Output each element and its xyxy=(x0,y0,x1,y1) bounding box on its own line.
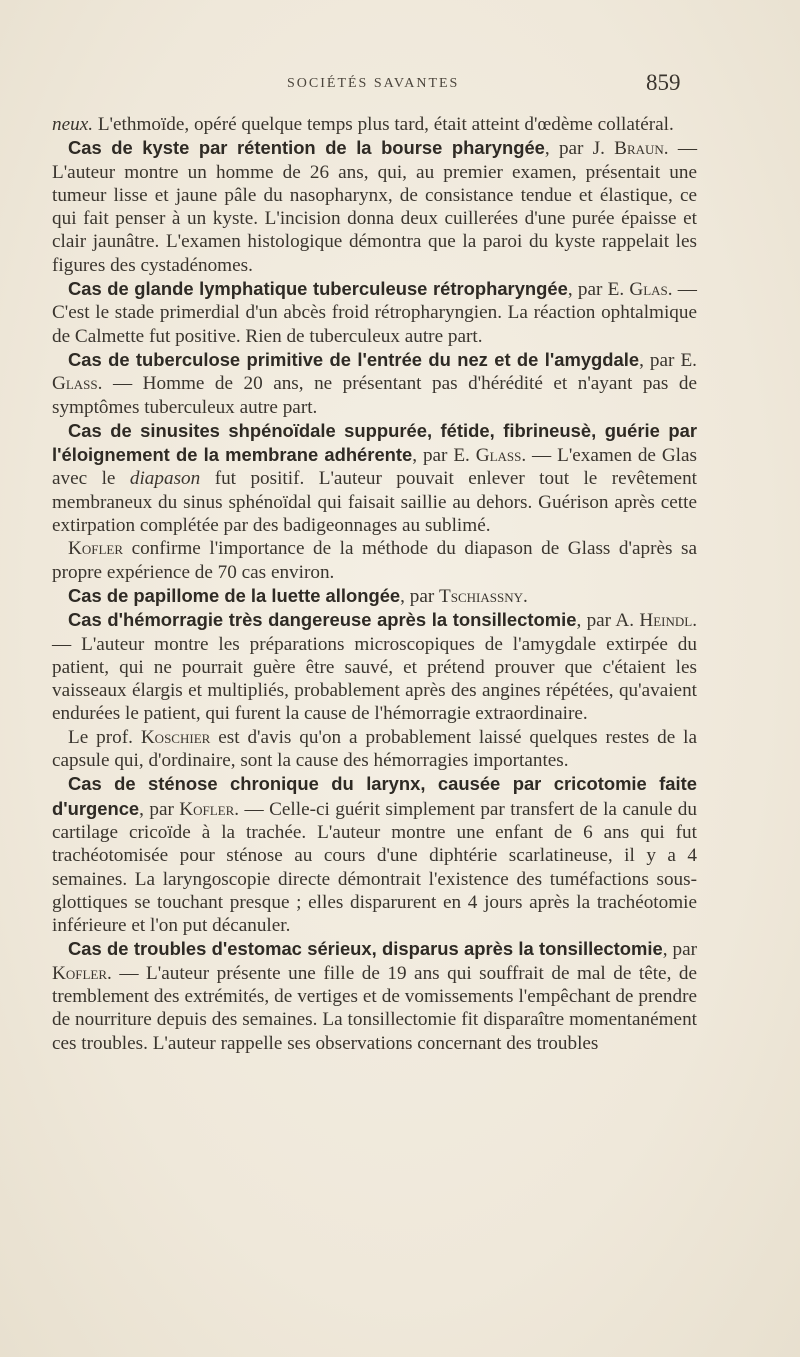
paragraph-text: . — C'est le stade primerdial d'un abcès froid rétropharyngien. La réaction ophtalmique de Calmette fut positive. Rien de tuberculeux autre part. xyxy=(52,279,697,347)
running-title: SOCIÉTÉS SAVANTES xyxy=(287,76,460,91)
paragraph-text: . — L'examen de Glas avec le xyxy=(52,445,697,490)
paragraph-sinusites xyxy=(52,419,697,537)
paragraph-tuberculose xyxy=(52,348,697,419)
byline: , par xyxy=(662,939,697,961)
paragraph-text: . — Celle-ci guérit simplement par transfert de la canule du cartilage cricoïde à la trachée. L'auteur montre une enfant de 6 ans qui fut trachéotomisée pour sténose au cours d'une diphtérie scarlatineuse, il y a 4 semaines. La laryngoscopie directe démontrait l'existence des tuméfactions sous-glottiques se touchant presque ; elles disparurent en 4 jours après la trachéotomie inférieure et l'on put décanuler. xyxy=(52,798,697,937)
case-title: Cas de kyste par rétention de la bourse pharyngée xyxy=(68,137,545,159)
author-name: Glas xyxy=(629,279,668,301)
byline: , par E. xyxy=(567,279,630,301)
paragraph-text: est d'avis qu'on a probablement laissé quelques restes de la capsule qui, d'ordinaire, sont la cause des hémorragies importantes. xyxy=(52,726,697,772)
paragraph-glande xyxy=(52,277,697,348)
paragraph-papillome xyxy=(52,584,697,608)
case-title: Cas de papillome de la luette allongée xyxy=(68,584,401,606)
case-title: Cas de glande lymphatique tuberculeuse rétropharyngée xyxy=(68,278,568,300)
case-title: Cas de tuberculose primitive de l'entrée du nez et de l'amygdale xyxy=(68,348,640,370)
paragraph-koschier-comment xyxy=(52,726,697,773)
author-name: Kofler xyxy=(179,798,235,820)
paragraph-text: . — L'auteur montre un homme de 26 ans, qui, au premier examen, présentait une tumeur lisse et jaune pâle du nasopharynx, de consistance tendue et élastique, ce qui fait penser à un kyste. L'incision donna deux cuillerées d'une purée épaisse et clair jaunâtre. L'examen histologique démontra que la paroi du kyste rappelait les figures des cystadénomes. xyxy=(52,138,698,276)
paragraph-text: Le prof. xyxy=(68,726,141,748)
byline: , par xyxy=(400,585,440,607)
byline: , par xyxy=(139,798,180,820)
paragraph-kyste xyxy=(52,136,697,277)
italic-term: diapason xyxy=(129,468,201,490)
paragraph-text: . — L'auteur présente une fille de 19 ans qui souffrait de mal de tête, de tremblement des extrémités, de vertiges et de vomissements l'empêchant de prendre de nourriture depuis des semaines. La tonsillectomie fit disparaître momentanément ces troubles. L'auteur rappelle ses observations concernant des troubles xyxy=(52,962,697,1054)
paragraph-text: L'ethmoïde, opéré quelque temps plus tard, était atteint d'œdème collatéral. xyxy=(93,114,674,135)
author-name: Braun xyxy=(614,138,664,160)
author-name: Glass xyxy=(52,373,98,395)
author-name: Heindl xyxy=(639,610,693,632)
italic-fragment: neux. xyxy=(52,114,94,135)
paragraph-text: . — Homme de 20 ans, ne présentant pas d'hérédité et n'ayant pas de symptômes tuberculeux autre part. xyxy=(52,373,697,418)
paragraph-kofler-comment xyxy=(52,537,697,584)
paragraph-hemorragie xyxy=(52,608,697,725)
paragraph-troubles xyxy=(52,937,697,1054)
byline: , par E. xyxy=(639,349,697,371)
paragraph-text: . — L'auteur montre les préparations microscopiques de l'amygdale extirpée du patient, qui ne pourrait guère être sauvé, et prétend prouver que c'étaient les vaisseaux élargis et multipliés, probablement après des angines répétées, qu'avaient endurées le patient, qui furent la cause de l'hémorragie extraordinaire. xyxy=(52,610,697,725)
paragraph-stenose xyxy=(52,772,697,937)
author-name: Koschier xyxy=(140,726,211,748)
case-title: Cas de sténose chronique du larynx, causée par cricotomie faite d'urgence xyxy=(52,773,697,819)
byline: , par E. xyxy=(412,445,476,467)
paragraph-text: . xyxy=(523,585,528,607)
case-title: Cas de sinusites shpénoïdale suppurée, fétide, fibrineusè, guérie par l'éloignement de la membrane adhérente xyxy=(52,419,697,466)
paragraph-continuation xyxy=(52,113,697,136)
paragraph-text: fut positif. L'auteur pouvait enlever tout le revêtement membraneux du sinus sphénoïdal qui faisait saillie au dehors. Guérison après cette extirpation complétée par des badigeonnages au sublimé. xyxy=(52,468,697,537)
author-name: Kofler xyxy=(52,962,108,984)
byline: , par A. xyxy=(576,610,640,632)
body-text xyxy=(52,113,697,1055)
author-name: Glass xyxy=(475,445,522,467)
paragraph-text: confirme l'importance de la méthode du diapason de Glass d'après sa propre expérience de 70 cas environ. xyxy=(52,538,697,583)
case-title: Cas d'hémorragie très dangereuse après la tonsillectomie xyxy=(68,609,577,631)
page-header xyxy=(0,70,800,100)
author-name: Tschiassny xyxy=(439,585,524,607)
page-number: 859 xyxy=(646,70,681,95)
case-title: Cas de troubles d'estomac sérieux, disparus après la tonsillectomie xyxy=(68,938,663,960)
author-name: Kofler xyxy=(68,538,124,560)
byline: , par J. xyxy=(544,138,615,160)
